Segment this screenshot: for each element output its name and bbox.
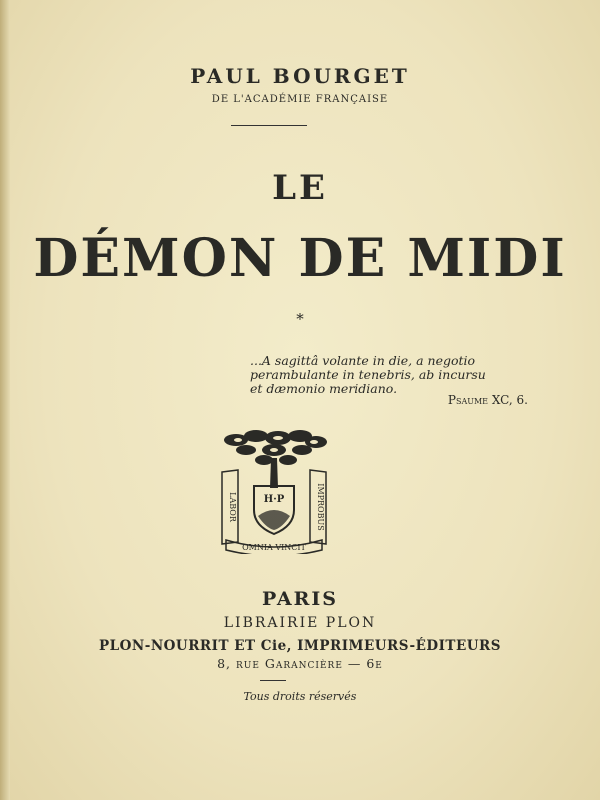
- author-affiliation: DE L'ACADÉMIE FRANÇAISE: [211, 94, 389, 105]
- epigraph-line: perambulante in tenebris, ab incursu: [250, 367, 486, 382]
- rights-notice: Tous droits réservés: [243, 690, 357, 703]
- imprint-address: 8, rue Garancière — 6e: [217, 656, 383, 671]
- epigraph: [250, 354, 530, 396]
- imprint-publisher: LIBRAIRIE PLON: [223, 615, 377, 631]
- divider-rule: [231, 125, 307, 126]
- imprint-printers: PLON-NOURRIT ET Cie, IMPRIMEURS-ÉDITEURS: [98, 638, 502, 654]
- ribbon-right-motto: IMPROBUS: [316, 483, 325, 531]
- epigraph-line: ...A sagittâ volante in die, a negotio: [250, 353, 476, 368]
- ribbon-left-motto: LABOR: [228, 492, 237, 522]
- volume-asterisk: *: [296, 310, 304, 328]
- imprint-city: PARIS: [261, 588, 339, 610]
- epigraph-line: et dæmonio meridiano.: [250, 381, 398, 396]
- book-title: DÉMON DE MIDI: [33, 228, 567, 289]
- book-gutter: [0, 0, 10, 800]
- ribbon-bottom-motto: OMNIA VINCIT: [242, 543, 306, 552]
- author-name: PAUL BOURGET: [190, 64, 410, 88]
- epigraph-source: Psaume XC, 6.: [447, 393, 528, 407]
- title-article: LE: [272, 168, 328, 208]
- printer-mark-initials: H·P: [263, 494, 285, 505]
- printer-mark-emblem: [216, 430, 332, 554]
- divider-rule-small: [260, 680, 286, 681]
